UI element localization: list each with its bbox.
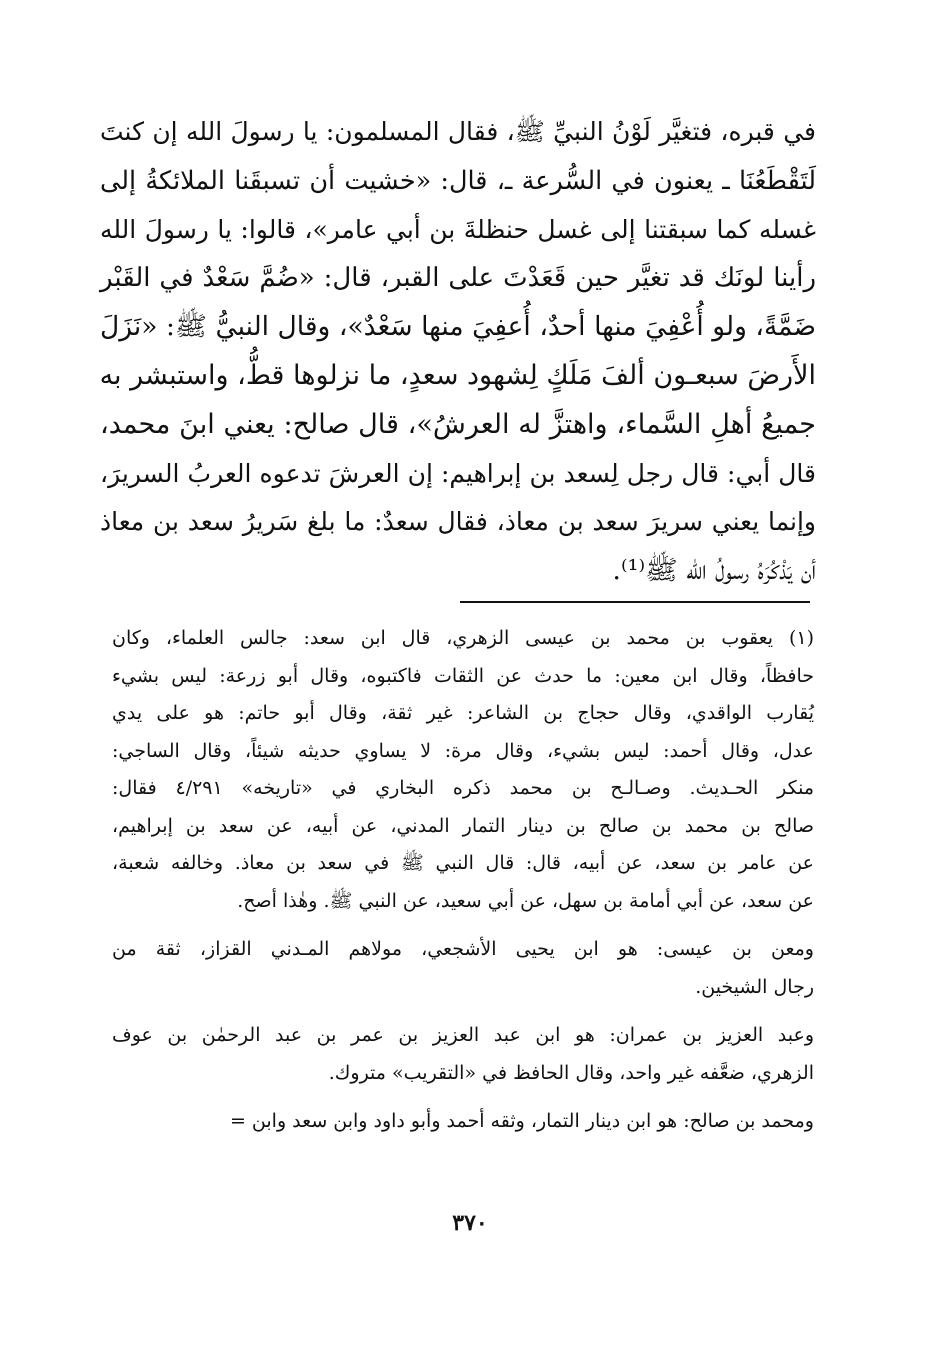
footnote-line: منكر الحـديث. وصـالـح بن محمد ذكره البخاري في «تاريخه» ٤/٢٩١ فقال: xyxy=(112,777,814,799)
main-text-line: أن يَذْكُرَهُ رسولُ الله ﷺ⁽¹⁾. xyxy=(612,555,816,587)
main-text-line: قال أبي: قال رجل لِسعد بن إبراهيم: إن العرشَ تدعوه العربُ السريرَ، xyxy=(100,458,816,488)
footnote-separator-rule xyxy=(460,601,810,603)
footnote-line: (١) يعقوب بن محمد بن عيسى الزهري، قال ابن سعد: جالس العلماء، وكان xyxy=(112,627,814,649)
main-text-line: وإنما يعني سريرَ سعد بن معاذ، فقال سعدٌ: ما بلغ سَريرُ سعد بن معاذ xyxy=(100,507,816,537)
main-text-line: لَتَقْطَعُنَا ـ يعنون في السُّرعة ـ، قال: «خشيت أن تسبقَنا الملائكةُ إلى xyxy=(100,165,816,196)
main-text-block xyxy=(100,108,816,596)
footnote-line: وعبد العزيز بن عمران: هو ابن عبد العزيز بن عمر بن عبد الرحمٰن بن عوف xyxy=(112,1024,814,1046)
footnote-line: عدل، وقال أحمد: ليس بشيء، وقال مرة: لا يساوي حديثه شيئاً، وقال الساجي: xyxy=(112,739,814,762)
main-text-line: غسله كما سبقتنا إلى غسل حنظلةَ بن أبي عامر»، قالوا: يا رسولَ الله xyxy=(100,214,816,244)
main-text-line: جميعُ أهلِ السَّماء، واهتزَّ له العرشُ»، قال صالح: يعني ابنَ محمد، xyxy=(100,408,816,440)
footnote-line: رجال الشيخين. xyxy=(695,975,814,998)
footnote-line: صالح بن محمد بن صالح بن دينار التمار المدني، عن أبيه، عن سعد بن إبراهيم، xyxy=(112,814,814,837)
paragraph-gap xyxy=(112,1092,814,1103)
footnote-line: ومحمد بن صالح: هو ابن دينار التمار، وثقه أحمد وأبو داود وابن سعد وابن = xyxy=(229,1110,814,1132)
footnote-line: حافظاً، وقال ابن معين: ما حدث عن الثقات فاكتبوه، وقال أبو زرعة: ليس بشيء xyxy=(112,664,814,687)
main-text-line: الأَرضَ سبعـون ألفَ مَلَكٍ لِشهود سعدٍ، ما نزلوها قطُّ، واستبشر به xyxy=(99,359,816,391)
page-number: ٣٧٠ xyxy=(452,1210,488,1236)
paragraph-gap xyxy=(112,1006,814,1017)
footnote-line: عن سعد، عن أبي أمامة بن سهل، عن أبي سعيد، عن النبي ﷺ. وهٰذا أصح. xyxy=(237,889,814,912)
footnotes-block xyxy=(112,620,814,1141)
paragraph-gap xyxy=(112,920,814,931)
footnote-line: يُقارب الواقدي، وقال حجاج بن الشاعر: غير ثقة، وقال أبو حاتم: هو على يدي xyxy=(112,702,814,724)
main-text-line: رأينا لونَك قد تغيَّر حين قَعَدْتَ على القبر، قال: «ضُمَّ سَعْدٌ في القَبْر xyxy=(100,263,816,294)
footnote-line: الزهري، ضعَّفه غير واحد، وقال الحافظ في «التقريب» متروك. xyxy=(328,1061,814,1084)
main-text-line: ضَمَّةً، ولو أُعْفِيَ منها أحدٌ، أُعفِيَ منها سَعْدٌ»، وقال النبيُّ ﷺ: «نَزَلَ xyxy=(100,311,816,343)
footnote-line: عن عامر بن سعد، عن أبيه، قال: قال النبي ﷺ في سعد بن معاذ. وخالفه شعبة، xyxy=(112,852,814,874)
main-text-line: في قبره، فتغيَّر لَوْنُ النبيِّ ﷺ، فقال المسلمون: يا رسولَ الله إن كنتَ xyxy=(100,117,816,146)
footnote-line: ومعن بن عيسى: هو ابن يحيى الأشجعي، مولاهم المـدني القزاز، ثقة من xyxy=(112,938,814,960)
